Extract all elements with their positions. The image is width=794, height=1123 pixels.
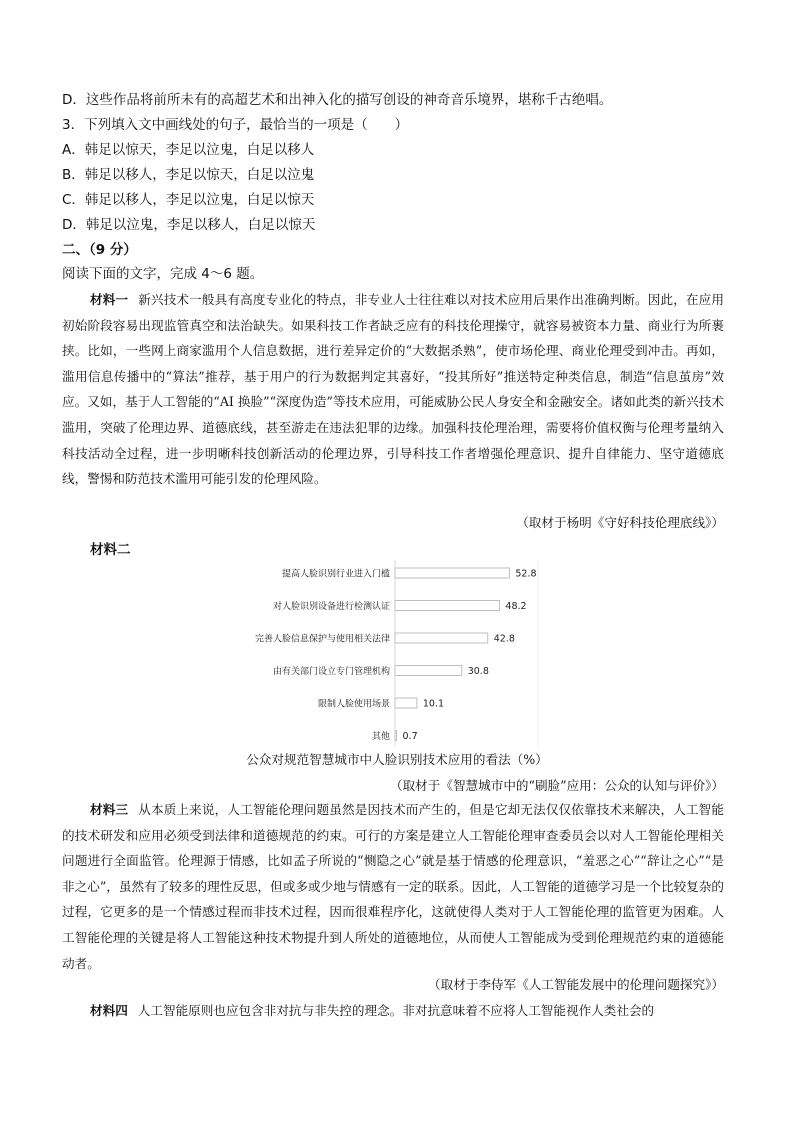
chart-bar xyxy=(395,731,397,741)
chart-bar xyxy=(395,601,499,611)
material-1-source: （取材于杨明《守好科技伦理底线》） xyxy=(516,515,724,530)
chart-category-label: 提高人脸识别行业进入门槛 xyxy=(281,569,390,580)
section-2-instruction: 阅读下面的文字，完成 4～6 题。 xyxy=(62,266,264,282)
option-d-previous: D．这些作品将前所未有的高超艺术和出神入化的描写创设的神奇音乐境界，堪称千古绝唱。 xyxy=(62,92,613,108)
material-3 xyxy=(62,797,724,976)
chart-bar xyxy=(395,698,417,708)
material-2-label: 材料二 xyxy=(90,542,131,558)
question-3-option-c: C．韩足以移人，李足以泣鬼，白足以惊天 xyxy=(62,192,315,208)
chart-category-label: 完善人脸信息保护与使用相关法律 xyxy=(254,634,390,645)
chart-title: 公众对规范智慧城市中人脸识别技术应用的看法（%） xyxy=(246,752,548,767)
chart-value-label: 48.2 xyxy=(505,601,527,612)
chart-category-label: 其他 xyxy=(371,732,390,742)
chart-bar xyxy=(395,633,488,643)
chart-value-label: 10.1 xyxy=(422,698,445,710)
chart-value-label: 52.8 xyxy=(515,568,537,580)
material-3-source: （取材于李侍军《人工智能发展中的伦理问题探究》） xyxy=(428,977,724,992)
section-2-heading: 二、（9 分） xyxy=(62,242,137,258)
material-1 xyxy=(62,287,724,492)
chart-value-label: 0.7 xyxy=(402,731,418,742)
question-3-stem: 3．下列填入文中画线处的句子，最恰当的一项是（ ） xyxy=(62,117,409,133)
chart-value-label: 30.8 xyxy=(467,666,489,677)
material-1-text: 新兴技术一般具有高度专业化的特点，非专业人士往往难以对技术应用后果作出准确判断。因此，在应用初始阶段容易出现监管真空和法治缺失。如果科技工作者缺乏应有的科技伦理操守，就容易被资本力量、商业行为所裹挟。比如，一些网上商家滥用个人信息数据，进行差异定价的“大数据杀熟”，使市场伦理、商业伦理受到冲击。再如，滥用信息传播中的“算法”推荐，基于用户的行为数据判定其喜好，“投其所好”推送特定种类信息，制造“信息茧房”效应。又如，基于人工智能的“AI 换脸”“深度伪造”等技术应用，可能威胁公民人身安全和金融安全。诸如此类的新兴技术滥用，突破了伦理边界、道德底线，甚至游走在违法犯罪的边缘。加强科技伦理治理，需要将价值权衡与伦理考量纳入科技活动全过程，进一步明晰科技创新活动的伦理边界，引导科技工作者增强伦理意识、提升自律能力、坚守道德底线，警惕和防范技术滥用可能引发的伦理风险。 xyxy=(62,292,725,487)
material-4 xyxy=(62,998,724,1024)
question-3-option-a: A．韩足以惊天，李足以泣鬼，白足以移人 xyxy=(62,142,315,158)
chart-bar xyxy=(395,666,462,676)
chart-category-label: 由有关部门设立专门管理机构 xyxy=(272,667,390,677)
material-1-label: 材料一 xyxy=(90,292,129,307)
chart-bar xyxy=(395,568,509,578)
material-4-label: 材料四 xyxy=(90,1003,128,1018)
material-4-text: 人工智能原则也应包含非对抗与非失控的理念。非对抗意味着不应将人工智能视作人类社会的 xyxy=(137,1003,655,1018)
chart-value-label: 42.8 xyxy=(493,633,515,645)
material-3-text: 从本质上来说，人工智能伦理问题虽然是因技术而产生的，但是它却无法仅仅依靠技术来解决，人工智能的技术研发和应用必须受到法律和道德规范的约束。可行的方案是建立人工智能伦理审查委员会以对人工智能伦理相关问题进行全面监管。伦理源于情感，比如孟子所说的“恻隐之心”就是基于情感的伦理意识，“羞恶之心”“辞让之心”“是非之心”，虽然有了较多的理性反思，但或多或少地与情感有一定的联系。因此，人工智能的道德学习是一个比较复杂的过程，它更多的是一个情感过程而非技术过程，因而很难程序化，这就使得人类对于人工智能伦理的监管更为困难。人工智能伦理的关键是将人工智能这种技术物提升到人所处的道德地位，从而使人工智能成为受到伦理规范约束的道德能动者。 xyxy=(62,802,725,971)
material-2-source: （取材于《智慧城市中的“刷脸”应用：公众的认知与评价》） xyxy=(389,778,724,793)
material-3-label: 材料三 xyxy=(90,802,129,817)
question-3-option-d: D．韩足以泣鬼，李足以移人，白足以惊天 xyxy=(62,217,316,233)
bar-chart xyxy=(240,560,540,746)
chart-category-label: 对人脸识别设备进行检测认证 xyxy=(272,602,390,612)
question-3-option-b: B．韩足以移人，李足以惊天，白足以泣鬼 xyxy=(62,167,315,183)
chart-category-label: 限制人脸使用场景 xyxy=(317,699,390,710)
